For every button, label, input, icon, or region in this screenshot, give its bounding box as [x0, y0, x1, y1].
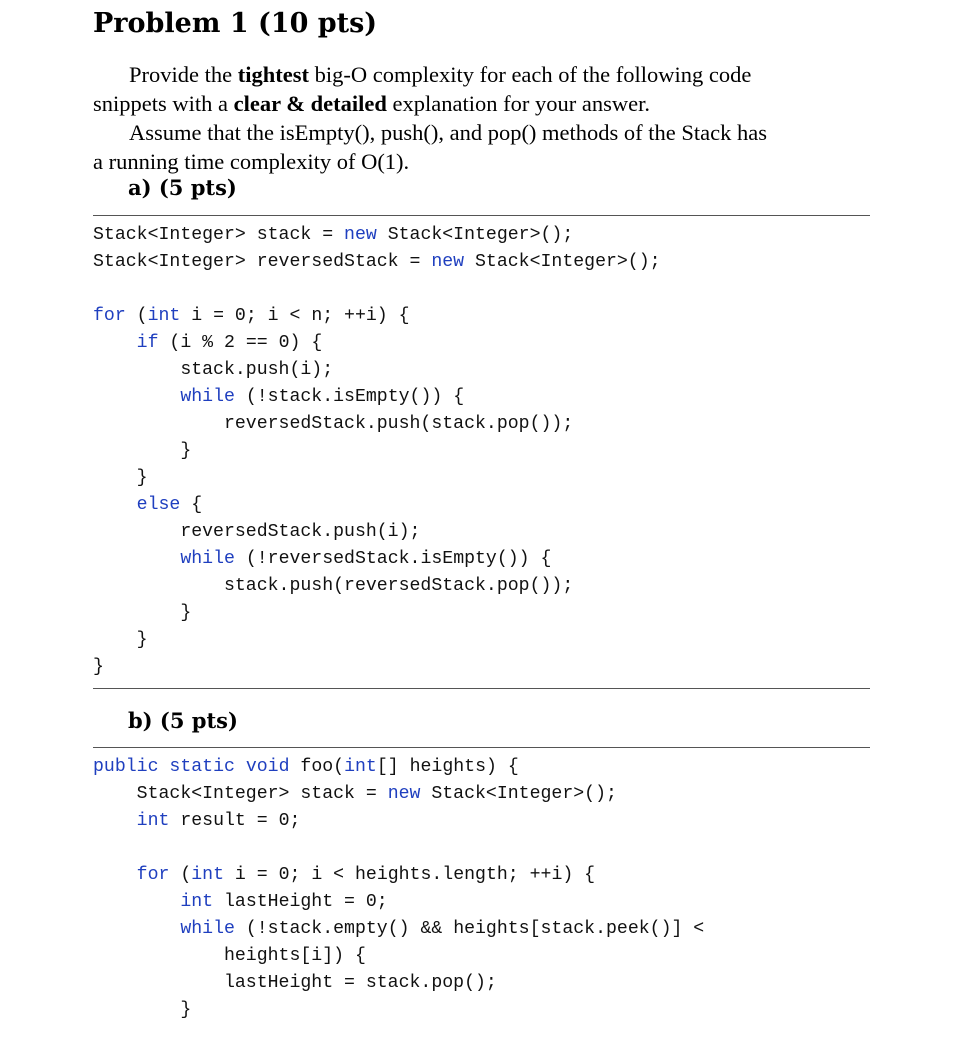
code-text: foo(	[289, 757, 345, 777]
code-text	[93, 387, 180, 407]
code-keyword: int	[344, 757, 377, 777]
code-line	[93, 303, 661, 330]
code-line	[93, 573, 661, 600]
code-keyword: static	[169, 757, 235, 777]
code-text: }	[93, 441, 192, 461]
code-text: stack.push(i);	[93, 360, 334, 380]
part-a-label: a) (5 pts)	[128, 175, 237, 200]
code-line	[93, 627, 661, 654]
code-text: (	[125, 306, 148, 326]
code-line	[93, 492, 661, 519]
code-keyword: new	[431, 252, 465, 272]
code-keyword: while	[180, 549, 235, 569]
intro-text: Provide the	[129, 62, 238, 87]
code-text	[93, 549, 180, 569]
code-text: }	[93, 1000, 192, 1020]
code-line	[93, 438, 661, 465]
code-text: }	[93, 603, 192, 623]
code-line	[93, 862, 704, 889]
code-line	[93, 411, 661, 438]
code-text	[93, 333, 137, 353]
code-line	[93, 889, 704, 916]
code-keyword: for	[93, 306, 126, 326]
code-line	[93, 546, 661, 573]
part-b-label: b) (5 pts)	[128, 708, 238, 733]
intro-line-1	[93, 60, 883, 89]
code-line	[93, 808, 704, 835]
code-keyword: for	[136, 865, 170, 885]
code-line	[93, 754, 704, 781]
code-line	[93, 384, 661, 411]
code-text: Stack<Integer> stack =	[93, 225, 345, 245]
code-text: i = 0; i < heights.length; ++i) {	[224, 865, 596, 885]
code-text: (!reversedStack.isEmpty()) {	[234, 549, 552, 569]
code-keyword: new	[387, 784, 421, 804]
code-text: (!stack.isEmpty()) {	[234, 387, 465, 407]
code-text	[235, 757, 246, 777]
code-keyword: if	[136, 333, 159, 353]
problem-intro	[93, 60, 883, 176]
code-line	[93, 916, 704, 943]
code-text: Stack<Integer> stack =	[93, 784, 388, 804]
part-a-code-block	[93, 222, 661, 681]
code-line	[93, 997, 704, 1024]
code-line	[93, 970, 704, 997]
code-text: Stack<Integer> reversedStack =	[93, 252, 432, 272]
code-text: [] heights) {	[376, 757, 519, 777]
code-text: result = 0;	[169, 811, 301, 831]
assumption-line-1: Assume that the isEmpty(), push(), and pop() methods of the Stack has	[129, 120, 768, 145]
problem-title: Problem 1 (10 pts)	[93, 8, 378, 39]
code-blank-line	[93, 276, 661, 303]
code-text: lastHeight = 0;	[213, 892, 388, 912]
code-text: Stack<Integer>();	[420, 784, 617, 804]
intro-emphasis-tightest: tightest	[237, 62, 309, 87]
code-text: stack.push(reversedStack.pop());	[93, 576, 574, 596]
intro-text: snippets with a	[93, 91, 234, 116]
code-line	[93, 249, 661, 276]
code-text	[93, 919, 180, 939]
code-text: }	[93, 630, 148, 650]
code-line	[93, 357, 661, 384]
code-text: {	[180, 495, 203, 515]
code-line	[93, 330, 661, 357]
code-line	[93, 465, 661, 492]
code-blank-line	[93, 835, 704, 862]
code-line	[93, 654, 661, 681]
code-line	[93, 600, 661, 627]
part-a-bottom-rule	[93, 688, 870, 689]
code-text: lastHeight = stack.pop();	[93, 973, 497, 993]
code-text: (!stack.empty() && heights[stack.peek()] <	[234, 919, 705, 939]
code-keyword: int	[191, 865, 225, 885]
code-text: Stack<Integer>();	[464, 252, 661, 272]
code-text	[93, 495, 137, 515]
code-line	[93, 943, 704, 970]
code-text: reversedStack.push(i);	[93, 522, 421, 542]
code-keyword: int	[180, 892, 214, 912]
code-text: (i % 2 == 0) {	[158, 333, 323, 353]
code-keyword: while	[180, 919, 235, 939]
intro-text: big-O complexity for each of the following code	[308, 62, 752, 87]
code-keyword: public	[93, 757, 159, 777]
code-text	[159, 757, 170, 777]
code-keyword: new	[344, 225, 377, 245]
code-keyword: while	[180, 387, 235, 407]
code-text	[93, 892, 180, 912]
code-keyword: else	[136, 495, 181, 515]
code-text	[93, 865, 137, 885]
intro-emphasis-clear-detailed: clear & detailed	[233, 91, 387, 116]
code-line	[93, 519, 661, 546]
code-text: heights[i]) {	[93, 946, 366, 966]
code-keyword: void	[245, 757, 290, 777]
code-line	[93, 222, 661, 249]
assumption-line-2: a running time complexity of O(1).	[93, 149, 410, 174]
part-b-code-block	[93, 754, 704, 1024]
code-line	[93, 781, 704, 808]
code-keyword: int	[147, 306, 181, 326]
code-text: i = 0; i < n; ++i) {	[180, 306, 410, 326]
code-text: (	[169, 865, 192, 885]
code-text	[93, 811, 137, 831]
code-text: reversedStack.push(stack.pop());	[93, 414, 574, 434]
code-text: Stack<Integer>();	[376, 225, 574, 245]
intro-text: explanation for your answer.	[386, 91, 650, 116]
part-b-top-rule	[93, 747, 870, 748]
code-keyword: int	[136, 811, 170, 831]
part-a-top-rule	[93, 215, 870, 216]
code-text: }	[93, 468, 148, 488]
code-text: }	[93, 657, 104, 677]
intro-line-2	[93, 89, 883, 118]
